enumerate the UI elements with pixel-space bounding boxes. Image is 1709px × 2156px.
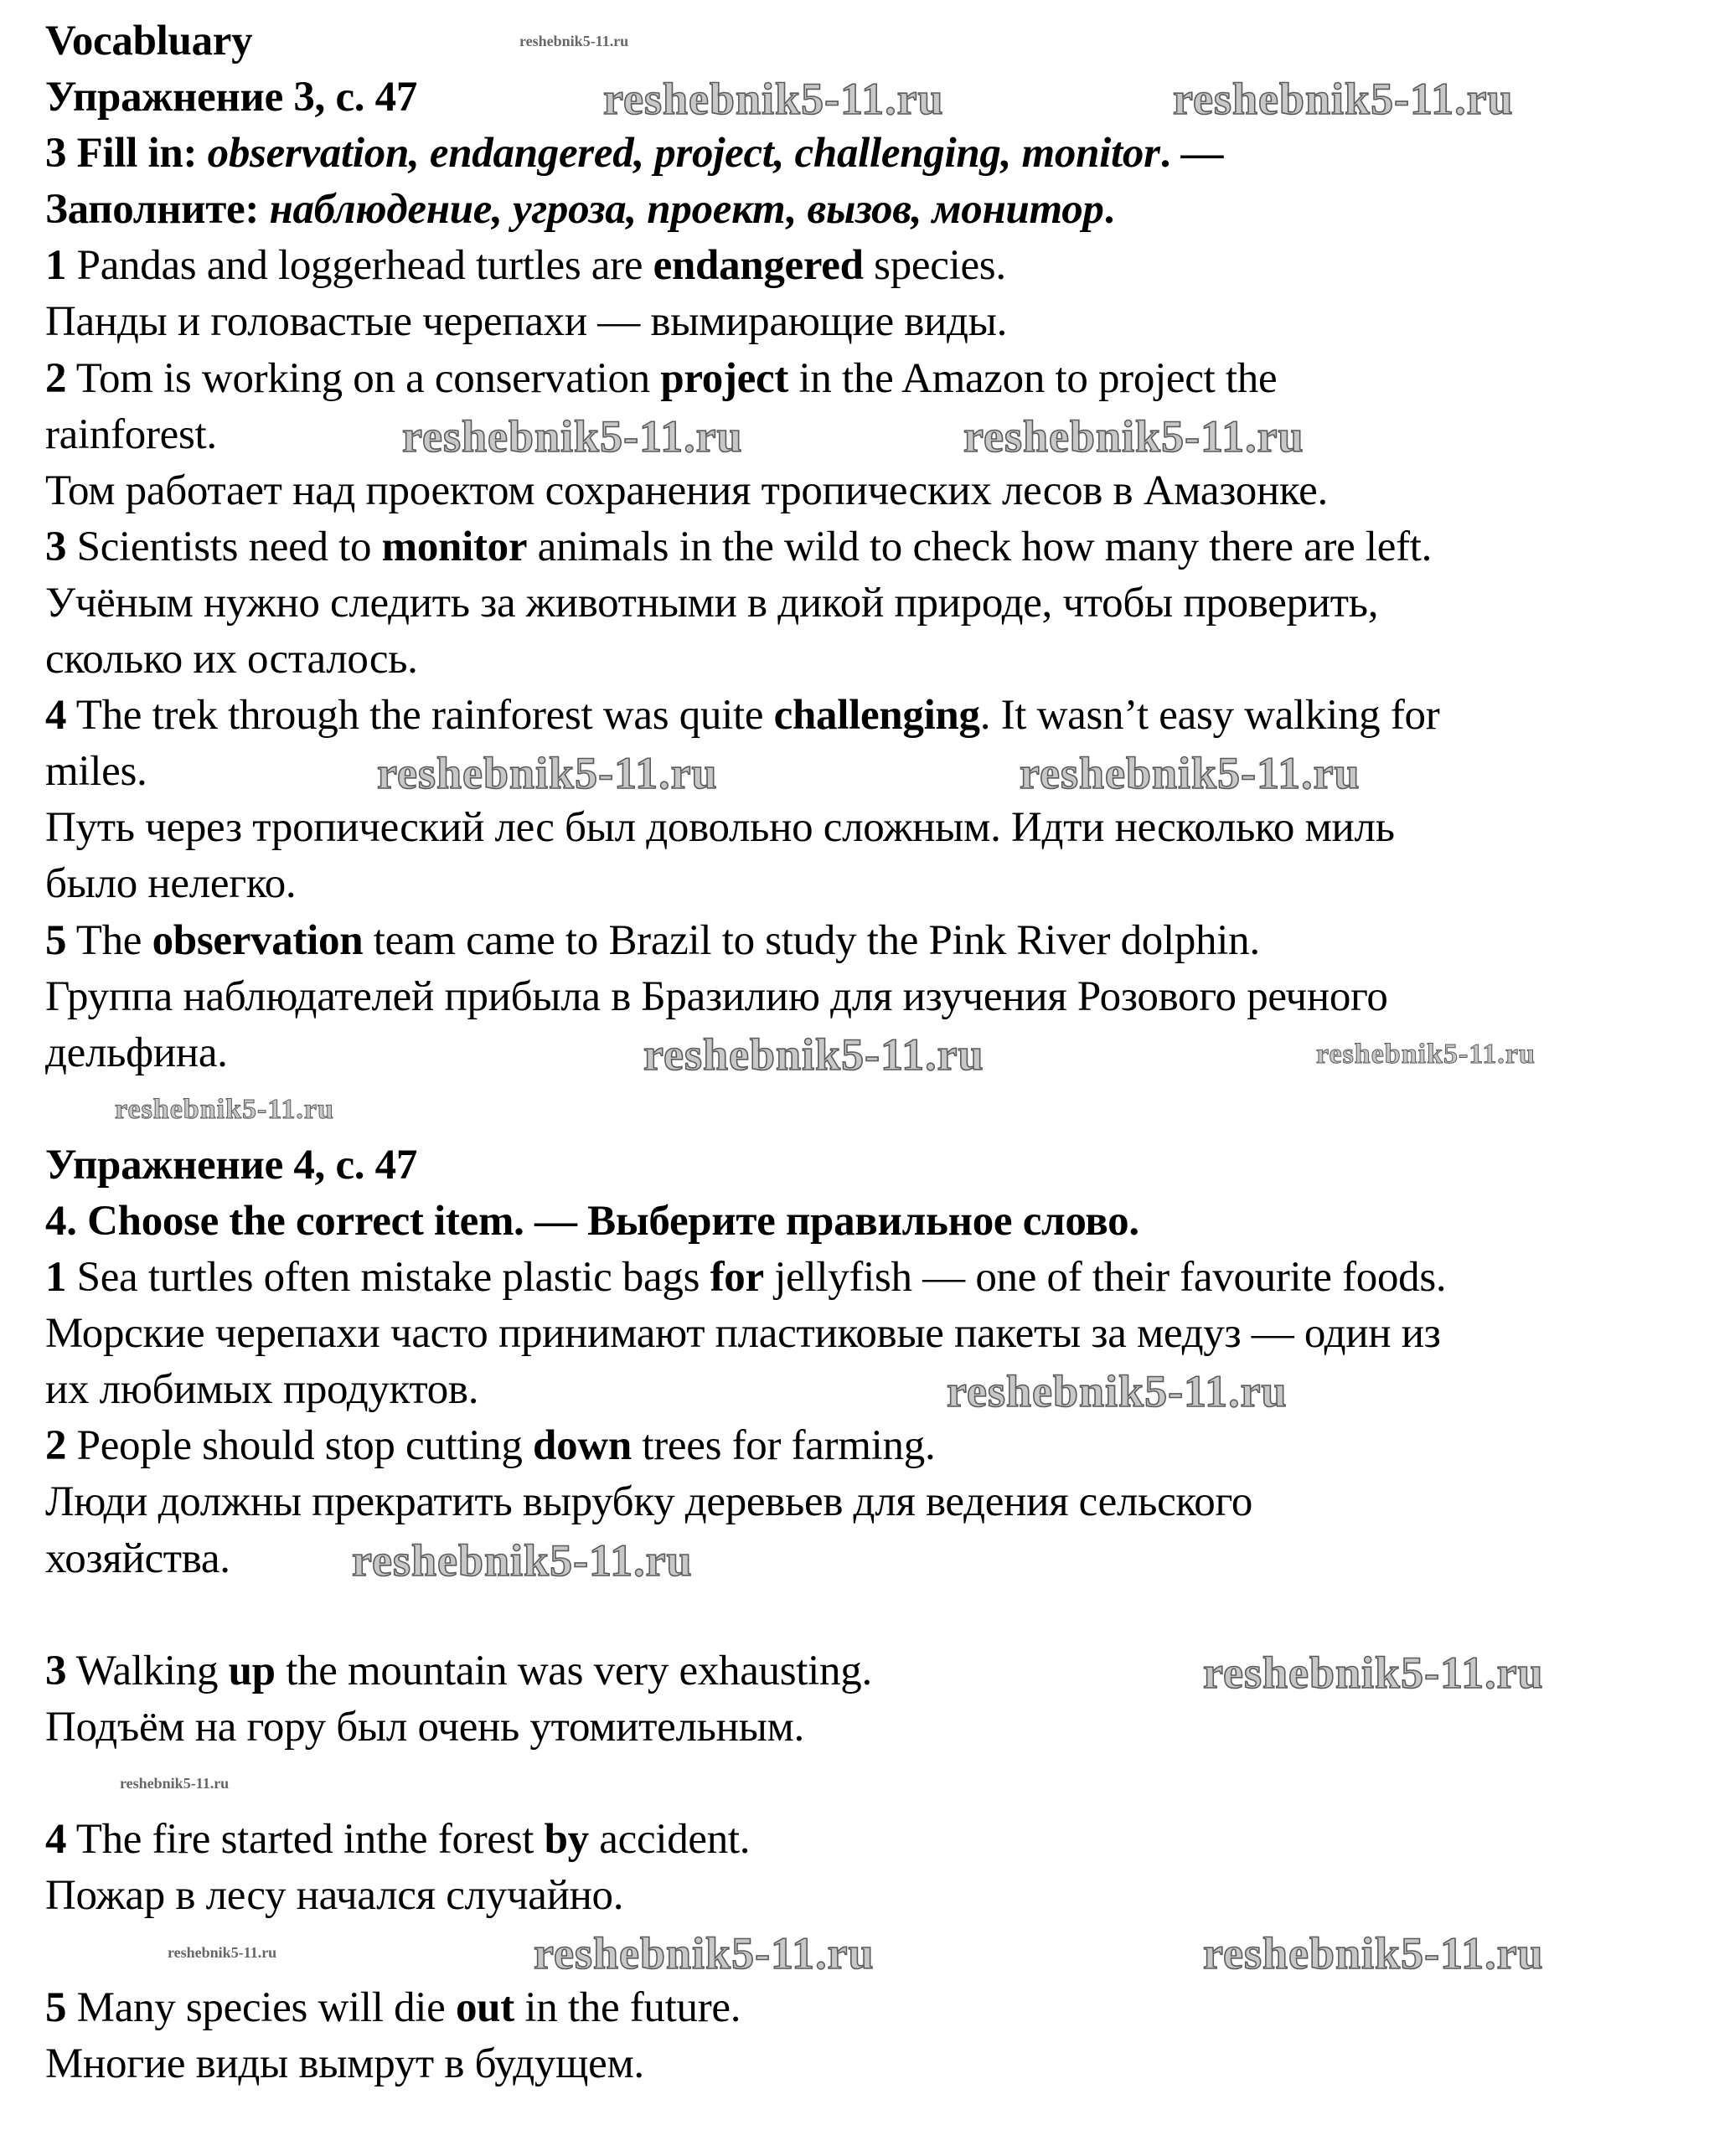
bold-text: by (544, 1816, 589, 1863)
bold-text: . (1103, 186, 1115, 234)
bold-text: 5 (45, 1984, 67, 2032)
text-line (45, 1418, 1692, 1474)
bold-text: 4. Choose the correct item. — Выберите правильное слово. (45, 1197, 1139, 1245)
text: Путь через тропический лес был довольно сложным. Идти несколько миль (45, 804, 1395, 852)
text-line (45, 1700, 1692, 1756)
text-line (45, 632, 1692, 688)
text: было нелегко. (45, 860, 297, 908)
text: trees for farming. (631, 1422, 936, 1470)
watermark: reshebnik5-11.ru (1316, 1039, 1536, 1070)
text-line (45, 1362, 1692, 1418)
text: . It wasn’t easy walking for (979, 692, 1440, 740)
text: Учёным нужно следить за животными в дикой природе, чтобы проверить, (45, 579, 1379, 627)
bold-text: Заполните: (45, 186, 270, 234)
bold-text: monitor (381, 523, 528, 570)
bold-text: 4 (45, 1816, 67, 1863)
text: in the future. (514, 1984, 741, 2032)
text-line (45, 1250, 1692, 1306)
bold-text: endangered (653, 242, 864, 290)
watermark: reshebnik5-11.ru (352, 1535, 693, 1586)
text: The (66, 916, 152, 964)
text: их любимых продуктов. (45, 1366, 479, 1414)
watermark: reshebnik5-11.ru (402, 411, 743, 462)
text-line (45, 1194, 1692, 1250)
watermark: reshebnik5-11.ru (519, 33, 629, 49)
text: хозяйства. (45, 1534, 230, 1582)
watermark: reshebnik5-11.ru (115, 1094, 334, 1125)
text: in the Amazon to project the (788, 354, 1278, 402)
watermark: reshebnik5-11.ru (1173, 74, 1514, 124)
blank-line (45, 1756, 1692, 1812)
text: animals in the wild to check how many there are left. (527, 523, 1433, 570)
watermark: reshebnik5-11.ru (603, 74, 944, 124)
text: Walking (66, 1647, 229, 1694)
watermark: reshebnik5-11.ru (168, 1944, 277, 1961)
text: Tom is working on a conservation (66, 354, 661, 402)
text-line (45, 688, 1692, 744)
bold-text: наблюдение, угроза, проект, вызов, монитор (269, 186, 1104, 234)
text: miles. (45, 748, 147, 796)
bold-text: observation, endangered, project, challenging, monitor (207, 130, 1160, 178)
text: дельфина. (45, 1029, 228, 1076)
text: Пожар в лесу начался случайно. (45, 1872, 624, 1920)
watermark: reshebnik5-11.ru (643, 1029, 984, 1080)
bold-text: . — (1159, 130, 1224, 178)
watermark: reshebnik5-11.ru (120, 1775, 230, 1792)
text-line (45, 1531, 1692, 1587)
watermark: reshebnik5-11.ru (1020, 748, 1360, 798)
bold-text: 3 (45, 523, 67, 570)
bold-text: 2 (45, 1422, 67, 1470)
text-line (45, 1474, 1692, 1530)
bold-text: 5 (45, 916, 67, 964)
bold-text: 3 (45, 1647, 67, 1694)
text: Люди должны прекратить вырубку деревьев для ведения сельского (45, 1478, 1253, 1526)
text-line (45, 575, 1692, 632)
watermark: reshebnik5-11.ru (534, 1928, 875, 1978)
watermark: reshebnik5-11.ru (963, 411, 1304, 462)
watermark: reshebnik5-11.ru (947, 1366, 1288, 1416)
watermark: reshebnik5-11.ru (1203, 1648, 1544, 1698)
text-line (45, 13, 1692, 70)
text: accident. (588, 1816, 751, 1863)
bold-text: down (533, 1422, 632, 1470)
text: Морские черепахи часто принимают пластиковые пакеты за медуз — один из (45, 1310, 1441, 1358)
text-line (45, 294, 1692, 350)
text-line (45, 1812, 1692, 1868)
bold-text: challenging (773, 692, 980, 740)
text-line (45, 1868, 1692, 1924)
text: Scientists need to (66, 523, 382, 570)
bold-text: 1 (45, 242, 67, 290)
text-line (45, 1137, 1692, 1194)
text-line (45, 1980, 1692, 2036)
bold-text: for (710, 1254, 764, 1302)
text: rainforest. (45, 410, 217, 458)
text-line (45, 407, 1692, 463)
bold-text: 3 Fill in: (45, 130, 208, 178)
text: Многие виды вымрут в будущем. (45, 2040, 644, 2088)
text-line (45, 800, 1692, 856)
bold-text: out (455, 1984, 514, 2032)
text-line (45, 913, 1692, 969)
text-line (45, 519, 1692, 575)
watermark: reshebnik5-11.ru (1203, 1928, 1544, 1978)
text-line (45, 856, 1692, 912)
text-line (45, 969, 1692, 1025)
bold-text: Vocabluary (45, 18, 253, 64)
bold-text: 4 (45, 692, 67, 740)
text-line (45, 351, 1692, 407)
bold-text: up (228, 1647, 276, 1694)
text: species. (863, 242, 1006, 290)
text: team came to Brazil to study the Pink River dolphin. (363, 916, 1260, 964)
blank-line (45, 1587, 1692, 1643)
text: Pandas and loggerhead turtles are (66, 242, 653, 290)
text-line (45, 744, 1692, 800)
text: сколько их осталось. (45, 636, 418, 683)
bold-text: observation (152, 916, 364, 964)
text: Sea turtles often mistake plastic bags (66, 1254, 710, 1302)
text: People should stop cutting (66, 1422, 534, 1470)
text: Панды и головастые черепахи — вымирающие виды. (45, 298, 1008, 346)
text-line (45, 463, 1692, 519)
text: The trek through the rainforest was quite (66, 692, 774, 740)
watermark: reshebnik5-11.ru (377, 748, 718, 798)
text: jellyfish — one of their favourite foods. (763, 1254, 1447, 1302)
bold-text: 2 (45, 354, 67, 402)
bold-text: Упражнение 3, с. 47 (45, 74, 418, 121)
text: The fire started inthe forest (66, 1816, 545, 1863)
text: the mountain was very exhausting. (275, 1647, 872, 1694)
text: Many species will die (66, 1984, 456, 2032)
bold-text: 1 (45, 1254, 67, 1302)
text: Группа наблюдателей прибыла в Бразилию для изучения Розового речного (45, 972, 1388, 1020)
bold-text: Упражнение 4, с. 47 (45, 1141, 418, 1189)
text-line (45, 126, 1692, 182)
text-line (45, 238, 1692, 294)
text-line (45, 2036, 1692, 2092)
text: Подъём на гору был очень утомительным. (45, 1703, 804, 1751)
text-line (45, 1306, 1692, 1362)
text-line (45, 182, 1692, 238)
bold-text: project (660, 354, 789, 402)
text: Том работает над проектом сохранения тропических лесов в Амазонке. (45, 467, 1328, 514)
